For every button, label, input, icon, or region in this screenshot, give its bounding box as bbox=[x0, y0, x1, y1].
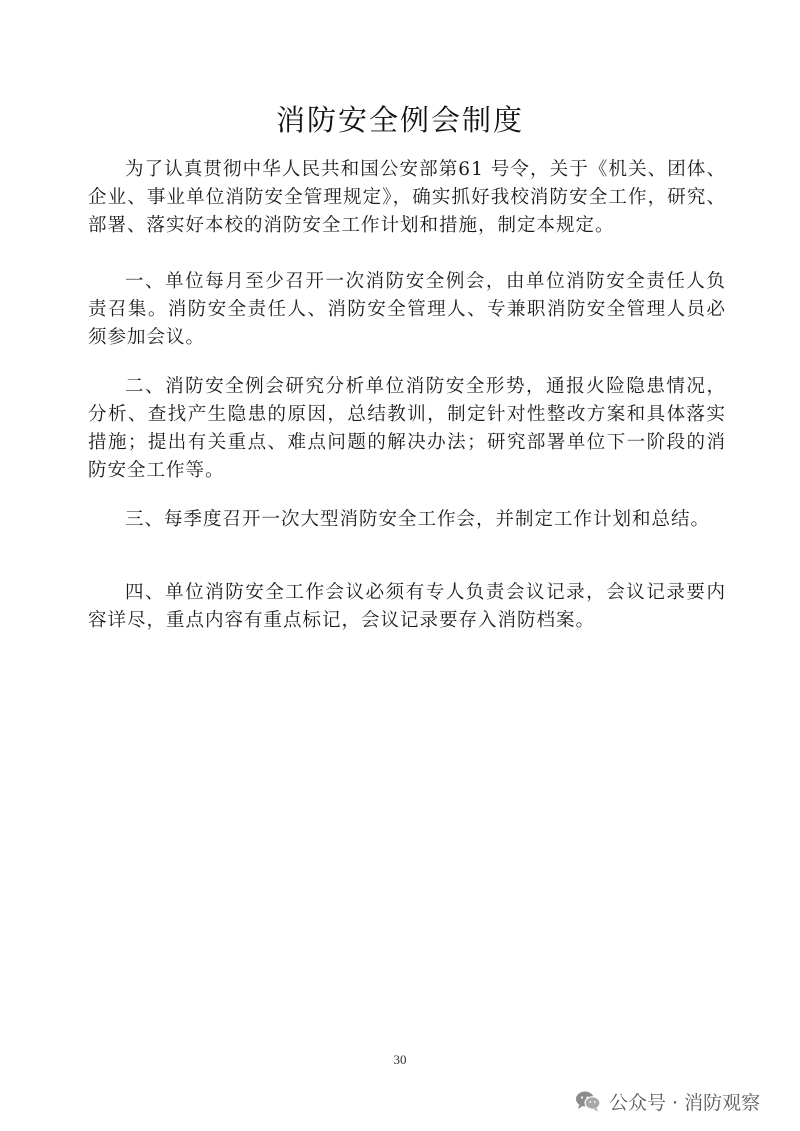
wechat-icon bbox=[575, 1090, 601, 1112]
page-number: 30 bbox=[393, 1052, 407, 1067]
paragraph-item-3: 三、每季度召开一次大型消防安全工作会，并制定工作计划和总结。 bbox=[125, 509, 711, 530]
paragraph-item-1: 一、单位每月至少召开一次消防安全例会，由单位消防安全责任人负责召集。消防安全责任人、消防安全管理人、专兼职消防安全管理人员必须参加会议。 bbox=[88, 271, 726, 348]
paragraph-item-2: 二、消防安全例会研究分析单位消防安全形势，通报火险隐患情况，分析、查找产生隐患的原因，总结教训，制定针对性整改方案和具体落实措施；提出有关重点、难点问题的解决办法；研究部署单位下一阶段的消防安全工作等。 bbox=[88, 376, 726, 481]
watermark bbox=[575, 1086, 760, 1116]
watermark-text: 公众号 · 消防观察 bbox=[609, 1091, 761, 1114]
document-title: 消防安全例会制度 bbox=[275, 103, 524, 137]
paragraph-item-4: 四、单位消防安全工作会议必须有专人负责会议记录，会议记录要内容详尽，重点内容有重点标记，会议记录要存入消防档案。 bbox=[88, 582, 726, 631]
paragraph-intro: 为了认真贯彻中华人民共和国公安部第61 号令，关于《机关、团体、企业、事业单位消防安全管理规定》，确实抓好我校消防安全工作，研究、部署、落实好本校的消防安全工作计划和措施，制定本规定。 bbox=[88, 159, 726, 236]
